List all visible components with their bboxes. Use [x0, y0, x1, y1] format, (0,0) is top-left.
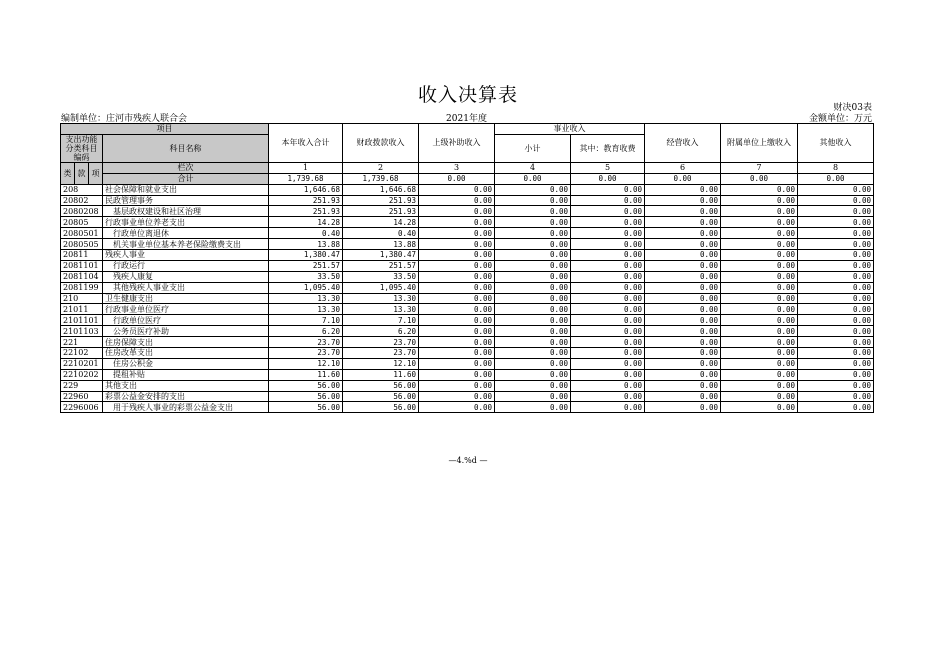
row-code: 20805: [61, 217, 103, 228]
row-amount: 12.10: [269, 358, 343, 369]
row-amount: 0.00: [495, 326, 571, 337]
row-amount: 12.10: [343, 358, 419, 369]
row-amount: 0.00: [495, 380, 571, 391]
row-amount: 0.00: [645, 250, 721, 261]
row-code: 2081199: [61, 282, 103, 293]
row-amount: 0.00: [798, 348, 874, 359]
row-amount: 0.00: [419, 315, 495, 326]
row-code: 229: [61, 380, 103, 391]
row-amount: 0.00: [419, 391, 495, 402]
row-amount: 251.57: [269, 260, 343, 271]
table-row: [61, 369, 874, 380]
row-amount: 0.00: [419, 326, 495, 337]
header-function-code: 支出功能分类科目编码: [61, 134, 103, 162]
row-amount: 0.00: [419, 228, 495, 239]
row-amount: 0.00: [798, 293, 874, 304]
total-cell: 0.00: [645, 173, 721, 184]
money-unit: 金额单位：万元: [808, 114, 872, 124]
row-subject-name: 行政事业单位养老支出: [103, 217, 269, 228]
header-fiscal-income: 财政拨款收入: [343, 124, 419, 163]
row-amount: 0.00: [419, 337, 495, 348]
row-subject-name: 提租补贴: [103, 369, 269, 380]
row-amount: 0.00: [645, 239, 721, 250]
row-amount: 0.00: [721, 206, 798, 217]
col-number: 6: [645, 162, 721, 173]
row-amount: 7.10: [343, 315, 419, 326]
row-subject-name: 其他残疾人事业支出: [103, 282, 269, 293]
row-subject-name: 社会保障和就业支出: [103, 184, 269, 195]
row-amount: 23.70: [343, 337, 419, 348]
row-amount: 13.88: [343, 239, 419, 250]
row-amount: 0.00: [495, 315, 571, 326]
row-amount: 56.00: [343, 402, 419, 413]
row-amount: 0.00: [419, 271, 495, 282]
col-number: 2: [343, 162, 419, 173]
row-amount: 0.00: [645, 184, 721, 195]
row-amount: 0.00: [571, 326, 645, 337]
row-amount: 0.00: [419, 348, 495, 359]
table-row: [61, 380, 874, 391]
row-amount: 0.00: [495, 206, 571, 217]
row-amount: 0.00: [645, 369, 721, 380]
col-number: 5: [571, 162, 645, 173]
row-amount: 0.00: [645, 282, 721, 293]
row-amount: 0.00: [419, 184, 495, 195]
table-row: [61, 260, 874, 271]
total-cell: 0.00: [495, 173, 571, 184]
row-subject-name: 残疾人康复: [103, 271, 269, 282]
row-amount: 0.00: [571, 260, 645, 271]
row-amount: 0.00: [645, 358, 721, 369]
total-cell: 0.00: [571, 173, 645, 184]
table-row: [61, 293, 874, 304]
row-amount: 0.00: [495, 271, 571, 282]
row-amount: 0.00: [419, 217, 495, 228]
row-amount: 0.00: [645, 304, 721, 315]
row-amount: 0.00: [798, 217, 874, 228]
table-row: [61, 195, 874, 206]
row-amount: 0.00: [645, 380, 721, 391]
table-row: [61, 217, 874, 228]
row-amount: 0.00: [571, 391, 645, 402]
row-amount: 0.00: [798, 369, 874, 380]
row-code: 20802: [61, 195, 103, 206]
row-subject-name: 残疾人事业: [103, 250, 269, 261]
row-amount: 56.00: [269, 402, 343, 413]
row-amount: 1,095.40: [269, 282, 343, 293]
header-other-income: 其他收入: [798, 124, 874, 163]
total-label: 合计: [103, 173, 269, 184]
row-amount: 0.00: [798, 239, 874, 250]
row-subject-name: 用于残疾人事业的彩票公益金支出: [103, 402, 269, 413]
row-amount: 0.00: [571, 358, 645, 369]
total-cell: 0.00: [798, 173, 874, 184]
row-amount: 0.00: [645, 337, 721, 348]
report-meta: [61, 111, 872, 123]
row-amount: 0.00: [571, 369, 645, 380]
row-amount: 0.00: [721, 358, 798, 369]
table-row: [61, 326, 874, 337]
row-subject-name: 公务员医疗补助: [103, 326, 269, 337]
row-code: 221: [61, 337, 103, 348]
row-code: 2210202: [61, 369, 103, 380]
row-amount: 6.20: [269, 326, 343, 337]
row-code: 2210201: [61, 358, 103, 369]
row-amount: 0.00: [645, 260, 721, 271]
row-amount: 0.00: [798, 315, 874, 326]
col-number: 3: [419, 162, 495, 173]
row-amount: 0.00: [645, 228, 721, 239]
header-affiliate-income: 附属单位上缴收入: [721, 124, 798, 163]
row-amount: 0.00: [645, 315, 721, 326]
header-subtotal: 小计: [495, 134, 571, 162]
row-code: 2080505: [61, 239, 103, 250]
table-row: [61, 250, 874, 261]
row-amount: 0.00: [495, 337, 571, 348]
row-amount: 13.30: [343, 304, 419, 315]
row-amount: 0.00: [571, 282, 645, 293]
row-amount: 0.00: [571, 293, 645, 304]
row-amount: 0.00: [495, 260, 571, 271]
row-amount: 0.40: [343, 228, 419, 239]
table-row: [61, 228, 874, 239]
row-amount: 33.50: [269, 271, 343, 282]
row-subject-name: 彩票公益金安排的支出: [103, 391, 269, 402]
row-code: 2080501: [61, 228, 103, 239]
row-amount: 251.93: [343, 206, 419, 217]
row-amount: 11.60: [269, 369, 343, 380]
row-amount: 0.00: [721, 402, 798, 413]
row-amount: 1,646.68: [343, 184, 419, 195]
row-amount: 33.50: [343, 271, 419, 282]
row-amount: 56.00: [269, 391, 343, 402]
row-amount: 0.00: [645, 402, 721, 413]
row-amount: 0.00: [798, 282, 874, 293]
table-row: [61, 348, 874, 359]
row-amount: 11.60: [343, 369, 419, 380]
row-amount: 0.00: [721, 369, 798, 380]
row-amount: 0.00: [419, 195, 495, 206]
row-amount: 0.00: [721, 239, 798, 250]
row-subject-name: 其他支出: [103, 380, 269, 391]
header-item: 项目: [61, 124, 269, 135]
row-code: 20811: [61, 250, 103, 261]
row-amount: 0.00: [419, 369, 495, 380]
row-amount: 0.00: [495, 348, 571, 359]
header-kuan: 款: [75, 162, 89, 184]
row-code: 2081104: [61, 271, 103, 282]
header-column-index: 栏次: [103, 162, 269, 173]
row-amount: 0.00: [798, 228, 874, 239]
row-amount: 0.00: [419, 402, 495, 413]
row-amount: 0.00: [419, 358, 495, 369]
row-code: 2296006: [61, 402, 103, 413]
row-amount: 0.40: [269, 228, 343, 239]
row-amount: 0.00: [571, 304, 645, 315]
row-amount: 0.00: [419, 250, 495, 261]
row-amount: 0.00: [798, 380, 874, 391]
row-amount: 0.00: [721, 293, 798, 304]
row-amount: 0.00: [798, 271, 874, 282]
row-amount: 0.00: [721, 326, 798, 337]
row-amount: 0.00: [419, 380, 495, 391]
row-amount: 1,380.47: [269, 250, 343, 261]
row-amount: 0.00: [721, 271, 798, 282]
row-code: 21011: [61, 304, 103, 315]
table-row: [61, 315, 874, 326]
report-title: 收入决算表: [417, 84, 518, 106]
table-row: [61, 206, 874, 217]
row-amount: 0.00: [721, 250, 798, 261]
row-amount: 0.00: [419, 260, 495, 271]
row-amount: 0.00: [721, 315, 798, 326]
row-amount: 0.00: [495, 358, 571, 369]
row-amount: 0.00: [495, 217, 571, 228]
row-code: 22102: [61, 348, 103, 359]
row-amount: 0.00: [571, 206, 645, 217]
row-amount: 0.00: [571, 380, 645, 391]
row-code: 2080208: [61, 206, 103, 217]
row-amount: 0.00: [721, 184, 798, 195]
row-amount: 0.00: [721, 282, 798, 293]
header-subject-name: 科目名称: [103, 134, 269, 162]
row-amount: 0.00: [419, 304, 495, 315]
page-number: —4.%d —: [448, 456, 488, 465]
row-amount: 14.28: [343, 217, 419, 228]
row-amount: 23.70: [269, 348, 343, 359]
row-subject-name: 行政单位离退休: [103, 228, 269, 239]
row-amount: 0.00: [721, 391, 798, 402]
total-cell: 1,739.68: [269, 173, 343, 184]
row-amount: 0.00: [645, 326, 721, 337]
row-subject-name: 行政事业单位医疗: [103, 304, 269, 315]
row-code: 22960: [61, 391, 103, 402]
header-lei: 类: [61, 162, 75, 184]
row-amount: 7.10: [269, 315, 343, 326]
row-amount: 0.00: [571, 228, 645, 239]
row-amount: 13.30: [269, 304, 343, 315]
row-amount: 0.00: [798, 195, 874, 206]
row-subject-name: 行政运行: [103, 260, 269, 271]
row-amount: 0.00: [798, 358, 874, 369]
row-amount: 23.70: [343, 348, 419, 359]
header-business-income: 事业收入: [495, 124, 645, 135]
row-amount: 0.00: [645, 391, 721, 402]
row-amount: 0.00: [798, 402, 874, 413]
row-amount: 13.30: [343, 293, 419, 304]
row-amount: 0.00: [645, 217, 721, 228]
header-xiang: 项: [89, 162, 103, 184]
row-amount: 56.00: [343, 391, 419, 402]
total-cell: 1,739.68: [343, 173, 419, 184]
row-amount: 0.00: [721, 348, 798, 359]
row-amount: 0.00: [721, 217, 798, 228]
row-subject-name: 卫生健康支出: [103, 293, 269, 304]
table-row: [61, 304, 874, 315]
row-amount: 56.00: [269, 380, 343, 391]
row-amount: 251.93: [269, 195, 343, 206]
table-row: [61, 391, 874, 402]
row-amount: 0.00: [495, 250, 571, 261]
row-amount: 0.00: [419, 282, 495, 293]
income-table: [60, 123, 874, 413]
row-amount: 13.30: [269, 293, 343, 304]
row-subject-name: 民政管理事务: [103, 195, 269, 206]
row-amount: 0.00: [645, 293, 721, 304]
row-amount: 0.00: [495, 195, 571, 206]
row-amount: 1,095.40: [343, 282, 419, 293]
row-amount: 251.93: [269, 206, 343, 217]
row-amount: 0.00: [571, 195, 645, 206]
row-amount: 251.57: [343, 260, 419, 271]
row-amount: 0.00: [721, 195, 798, 206]
table-row: [61, 282, 874, 293]
row-amount: 0.00: [798, 304, 874, 315]
row-amount: 0.00: [495, 304, 571, 315]
table-row: [61, 184, 874, 195]
row-amount: 0.00: [571, 217, 645, 228]
form-number: 财决03表: [833, 103, 872, 113]
total-cell: 0.00: [721, 173, 798, 184]
row-amount: 0.00: [495, 184, 571, 195]
row-amount: 0.00: [571, 348, 645, 359]
total-cell: 0.00: [419, 173, 495, 184]
row-amount: 13.88: [269, 239, 343, 250]
row-amount: 0.00: [721, 304, 798, 315]
row-amount: 0.00: [645, 348, 721, 359]
row-subject-name: 住房公积金: [103, 358, 269, 369]
row-amount: 0.00: [571, 184, 645, 195]
row-amount: 0.00: [571, 315, 645, 326]
row-amount: 0.00: [721, 228, 798, 239]
row-subject-name: 机关事业单位基本养老保险缴费支出: [103, 239, 269, 250]
reporting-unit: 编制单位：庄河市残疾人联合会: [61, 114, 188, 124]
row-amount: 0.00: [495, 391, 571, 402]
row-amount: 23.70: [269, 337, 343, 348]
row-code: 2081101: [61, 260, 103, 271]
row-amount: 0.00: [495, 239, 571, 250]
row-amount: 0.00: [798, 206, 874, 217]
header-total-income: 本年收入合计: [269, 124, 343, 163]
row-amount: 1,380.47: [343, 250, 419, 261]
row-amount: 0.00: [495, 282, 571, 293]
row-amount: 0.00: [495, 402, 571, 413]
row-amount: 0.00: [721, 260, 798, 271]
row-amount: 0.00: [571, 271, 645, 282]
row-amount: 0.00: [645, 195, 721, 206]
col-number: 8: [798, 162, 874, 173]
table-row: [61, 271, 874, 282]
row-amount: 0.00: [721, 380, 798, 391]
row-amount: 0.00: [571, 402, 645, 413]
row-subject-name: 行政单位医疗: [103, 315, 269, 326]
row-amount: 0.00: [495, 293, 571, 304]
row-amount: 0.00: [495, 369, 571, 380]
row-amount: 14.28: [269, 217, 343, 228]
table-row: [61, 337, 874, 348]
total-row: [61, 173, 874, 184]
row-amount: 0.00: [571, 239, 645, 250]
table-row: [61, 239, 874, 250]
header-operating-income: 经营收入: [645, 124, 721, 163]
header-education-fee: 其中：教育收费: [571, 134, 645, 162]
row-amount: 0.00: [721, 337, 798, 348]
row-subject-name: 基层政权建设和社区治理: [103, 206, 269, 217]
table-row: [61, 402, 874, 413]
row-code: 2101101: [61, 315, 103, 326]
row-amount: 0.00: [798, 326, 874, 337]
row-amount: 56.00: [343, 380, 419, 391]
row-code: 210: [61, 293, 103, 304]
row-amount: 251.93: [343, 195, 419, 206]
row-code: 208: [61, 184, 103, 195]
row-amount: 0.00: [571, 337, 645, 348]
row-amount: 0.00: [798, 260, 874, 271]
row-subject-name: 住房保障支出: [103, 337, 269, 348]
row-amount: 0.00: [419, 239, 495, 250]
row-amount: 0.00: [798, 337, 874, 348]
row-subject-name: 住房改革支出: [103, 348, 269, 359]
row-amount: 0.00: [419, 293, 495, 304]
row-amount: 0.00: [645, 206, 721, 217]
row-amount: 0.00: [571, 250, 645, 261]
row-amount: 0.00: [798, 184, 874, 195]
col-number: 1: [269, 162, 343, 173]
row-amount: 0.00: [798, 250, 874, 261]
row-code: 2101103: [61, 326, 103, 337]
col-number: 7: [721, 162, 798, 173]
header-upper-subsidy: 上级补助收入: [419, 124, 495, 163]
table-row: [61, 358, 874, 369]
row-amount: 0.00: [798, 391, 874, 402]
row-amount: 0.00: [495, 228, 571, 239]
fiscal-year: 2021年度: [446, 114, 487, 124]
col-number: 4: [495, 162, 571, 173]
row-amount: 6.20: [343, 326, 419, 337]
row-amount: 1,646.68: [269, 184, 343, 195]
row-amount: 0.00: [645, 271, 721, 282]
row-amount: 0.00: [419, 206, 495, 217]
